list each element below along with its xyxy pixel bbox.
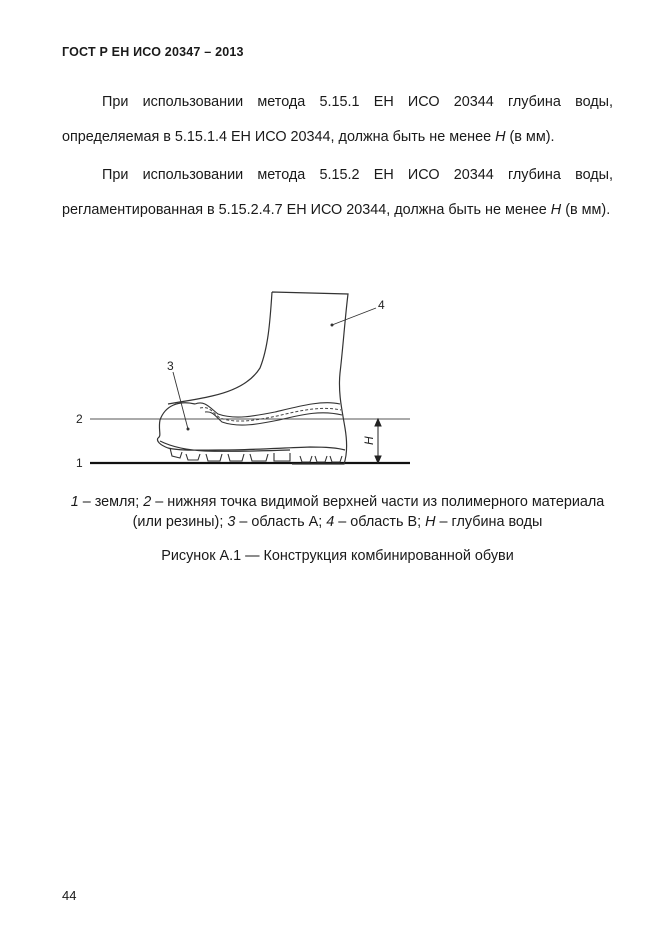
label-3: 3: [167, 359, 174, 373]
legend-text-3: – область А;: [235, 514, 327, 530]
paragraph-text-end: (в мм).: [561, 202, 611, 218]
leader-area-a-dot: [187, 428, 190, 431]
figure-legend: [62, 492, 613, 532]
legend-key-3: 3: [227, 514, 236, 530]
legend-key-4: 4: [326, 514, 335, 530]
legend-text-2: – нижняя точка видимой верхней части из полимерного материала (или резины);: [132, 494, 605, 530]
boot-toe: [158, 403, 195, 438]
boot-upper: [168, 292, 348, 464]
paragraph-text: При использовании метода 5.15.2 ЕН ИСО 20344 глубина воды, регламентированная в 5.15.2.4.7 ЕН ИСО 20344, должна быть не менее: [62, 167, 613, 218]
paragraph-method-1: [62, 85, 613, 155]
legend-text-h: – глубина воды: [435, 514, 543, 530]
leader-area-b-dot: [331, 324, 334, 327]
legend-key-h: H: [425, 514, 436, 530]
variable-h: H: [550, 202, 562, 218]
variable-h: H: [495, 129, 506, 145]
document-header: ГОСТ Р ЕН ИСО 20347 – 2013: [62, 45, 244, 59]
label-1: 1: [76, 456, 83, 470]
figure-caption: Рисунок А.1 — Конструкция комбинированной обуви: [161, 548, 514, 564]
paragraph-text-end: (в мм).: [505, 129, 555, 145]
page-number: 44: [62, 888, 77, 903]
legend-key-2: 2: [143, 494, 152, 510]
label-4: 4: [378, 298, 385, 312]
boot-sole: [157, 438, 345, 451]
paragraph-method-2: [62, 158, 613, 228]
legend-text-1: – земля;: [78, 494, 144, 510]
boot-diagram: [60, 288, 420, 473]
rubber-stripe-outer: [195, 403, 340, 417]
leader-area-b: [332, 308, 376, 325]
rubber-stripe-inner: [205, 412, 342, 425]
label-2: 2: [76, 412, 83, 426]
legend-key-1: 1: [70, 494, 79, 510]
depth-label: H: [362, 436, 376, 445]
legend-text-4: – область В;: [334, 514, 426, 530]
paragraph-text: При использовании метода 5.15.1 ЕН ИСО 20344 глубина воды, определяемая в 5.15.1.4 ЕН ИСО 20344, должна быть не менее: [62, 94, 613, 145]
